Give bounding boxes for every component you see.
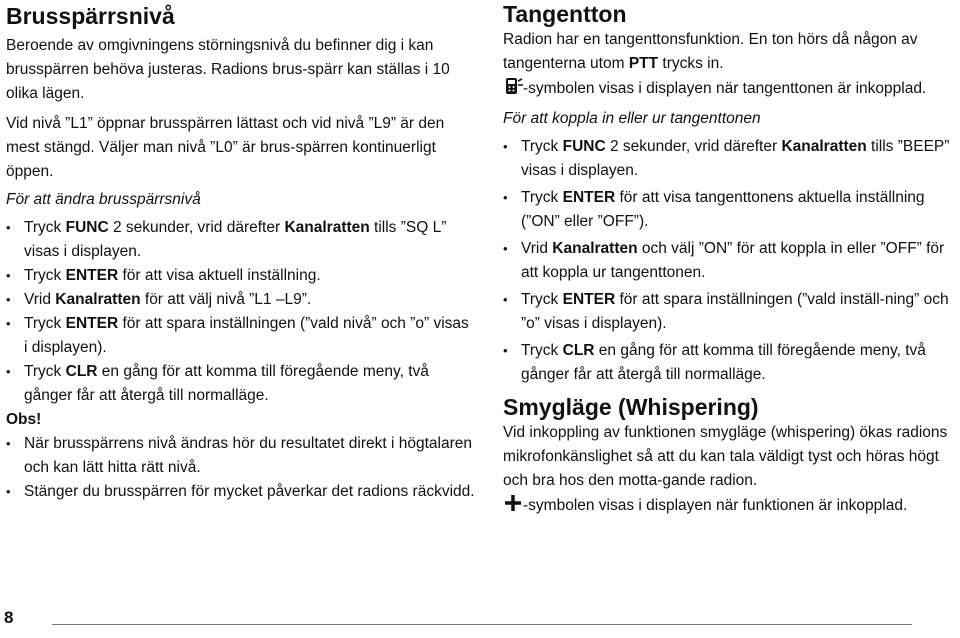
section-title-brussparrsniva: Brusspärrsnivå: [6, 3, 175, 29]
section-title-tangentton: Tangentton: [503, 1, 627, 27]
beep-symbol-note: -symbolen visas i displayen när tangenttonen är inkopplad.: [503, 76, 955, 101]
whisper-paragraph: Vid inkoppling av funktionen smygläge (whispering) ökas radions mikrofonkänslighet så att du kan tala väldigt tyst och höras högt och bra hos den motta-gande radion.: [503, 424, 948, 489]
step-item: • Tryck ENTER för att visa tangenttonens aktuella inställning (”ON” eller ”OFF”).: [503, 186, 955, 234]
intro-paragraph-1: Beroende av omgivningens störningsnivå du befinner dig i kan brusspärren behöva justeras. Radions brus-spärr kan ställas i 10 olika lägen.: [6, 37, 450, 102]
instructions-subhead: För att ändra brusspärrsnivå: [6, 191, 201, 208]
step-item: • Tryck FUNC 2 sekunder, vrid därefter Kanalratten tills ”BEEP” visas i displayen.: [503, 135, 955, 183]
page-number: 8: [4, 608, 14, 627]
tangentton-steps-list: [503, 135, 955, 387]
obs-item: • Stänger du brusspärren för mycket påverkar det radions räckvidd.: [6, 480, 476, 504]
step-item: • Vrid Kanalratten för att välj nivå ”L1 –L9”.: [6, 288, 476, 312]
step-item: • Tryck FUNC 2 sekunder, vrid därefter Kanalratten tills ”SQ L” visas i displayen.: [6, 216, 476, 264]
footer-rule: [52, 624, 912, 625]
step-item: • Tryck CLR en gång för att komma till föregående meny, två gånger får att återgå till normalläge.: [503, 339, 955, 387]
plus-whisper-icon: [503, 493, 523, 513]
intro-paragraph-2: Vid nivå ”L1” öppnar brusspärren lättast och vid nivå ”L9” är den mest stängd. Väljer man nivå ”L0” är brus-spärren kontinuerligt öppen.: [6, 115, 445, 180]
step-item: • Tryck ENTER för att spara inställningen (”vald inställ-ning” och ”o” visas i displayen).: [503, 288, 955, 336]
step-item: • Tryck ENTER för att visa aktuell inställning.: [6, 264, 476, 288]
step-item: • Tryck ENTER för att spara inställningen (”vald nivå” och ”o” visas i displayen).: [6, 312, 476, 360]
whisper-symbol-note: -symbolen visas i displayen när funktionen är inkopplad.: [503, 493, 955, 518]
steps-list: [6, 216, 476, 408]
keypad-beep-icon: [503, 76, 523, 96]
step-item: • Vrid Kanalratten och välj ”ON” för att koppla in eller ”OFF” för att koppla ur tangenttonen.: [503, 237, 955, 285]
tangentton-intro: Radion har en tangenttonsfunktion. En ton hörs då någon av tangenterna utom PTT trycks in.: [503, 31, 918, 72]
tangentton-subhead: För att koppla in eller ur tangenttonen: [503, 110, 761, 127]
obs-item: • När brusspärrens nivå ändras hör du resultatet direkt i högtalaren och kan lätt hitta rätt nivå.: [6, 432, 476, 480]
obs-list: [6, 432, 476, 504]
left-column: [6, 0, 476, 504]
section-title-smyglage: Smygläge (Whispering): [503, 394, 759, 420]
step-item: • Tryck CLR en gång för att komma till föregående meny, två gånger får att återgå till normalläge.: [6, 360, 476, 408]
obs-label: Obs!: [6, 411, 42, 428]
right-column: [503, 0, 955, 518]
